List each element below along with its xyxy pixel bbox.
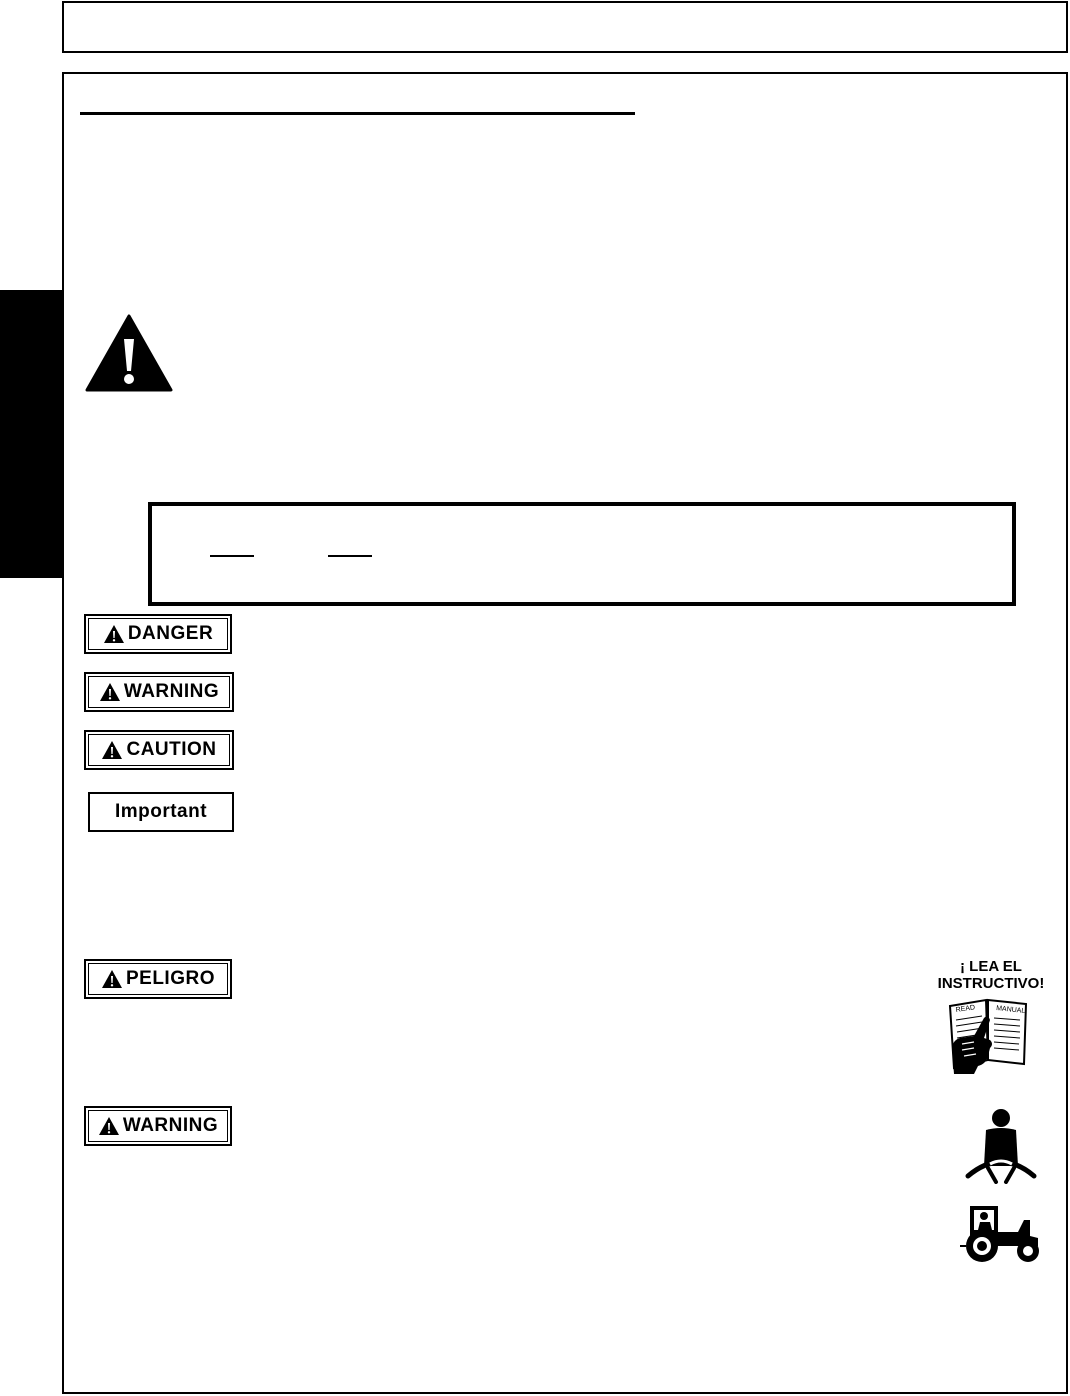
lea-line-2: INSTRUCTIVO!: [937, 975, 1045, 992]
lea-line-1: ¡ LEA EL: [960, 958, 1022, 975]
safety-alert-icon: [84, 313, 174, 393]
lea-el-instructivo-heading: [916, 958, 1066, 992]
tractor-rops-icon: [958, 1202, 1044, 1264]
danger-label: [84, 614, 232, 654]
alert-triangle-icon: [101, 740, 123, 760]
alert-triangle-icon: [101, 969, 123, 989]
underline-blank-2: [328, 555, 372, 557]
important-label: [88, 792, 234, 832]
warning-label-2: [84, 1106, 232, 1146]
alert-triangle-icon: [103, 624, 125, 644]
caution-text: CAUTION: [126, 739, 217, 760]
caution-label: [84, 730, 234, 770]
notice-box: [148, 502, 1016, 606]
seatbelt-operator-icon: [964, 1108, 1038, 1184]
warning-text-2: WARNING: [122, 1115, 219, 1136]
peligro-text: PELIGRO: [125, 968, 215, 989]
peligro-label: [84, 959, 232, 999]
alert-triangle-icon: [98, 1116, 120, 1136]
page-header-box: [62, 1, 1068, 53]
read-manual-icon: [944, 996, 1034, 1076]
section-title-rule: [80, 112, 635, 115]
book-read-text: READ: [955, 1004, 976, 1014]
section-side-tab: [0, 290, 62, 578]
important-text: Important: [114, 801, 208, 822]
warning-label: [84, 672, 234, 712]
danger-text: DANGER: [127, 623, 214, 644]
alert-triangle-icon: [99, 682, 121, 702]
underline-blank-1: [210, 555, 254, 557]
warning-text: WARNING: [123, 681, 220, 702]
book-manual-text: MANUAL: [995, 1005, 1026, 1016]
